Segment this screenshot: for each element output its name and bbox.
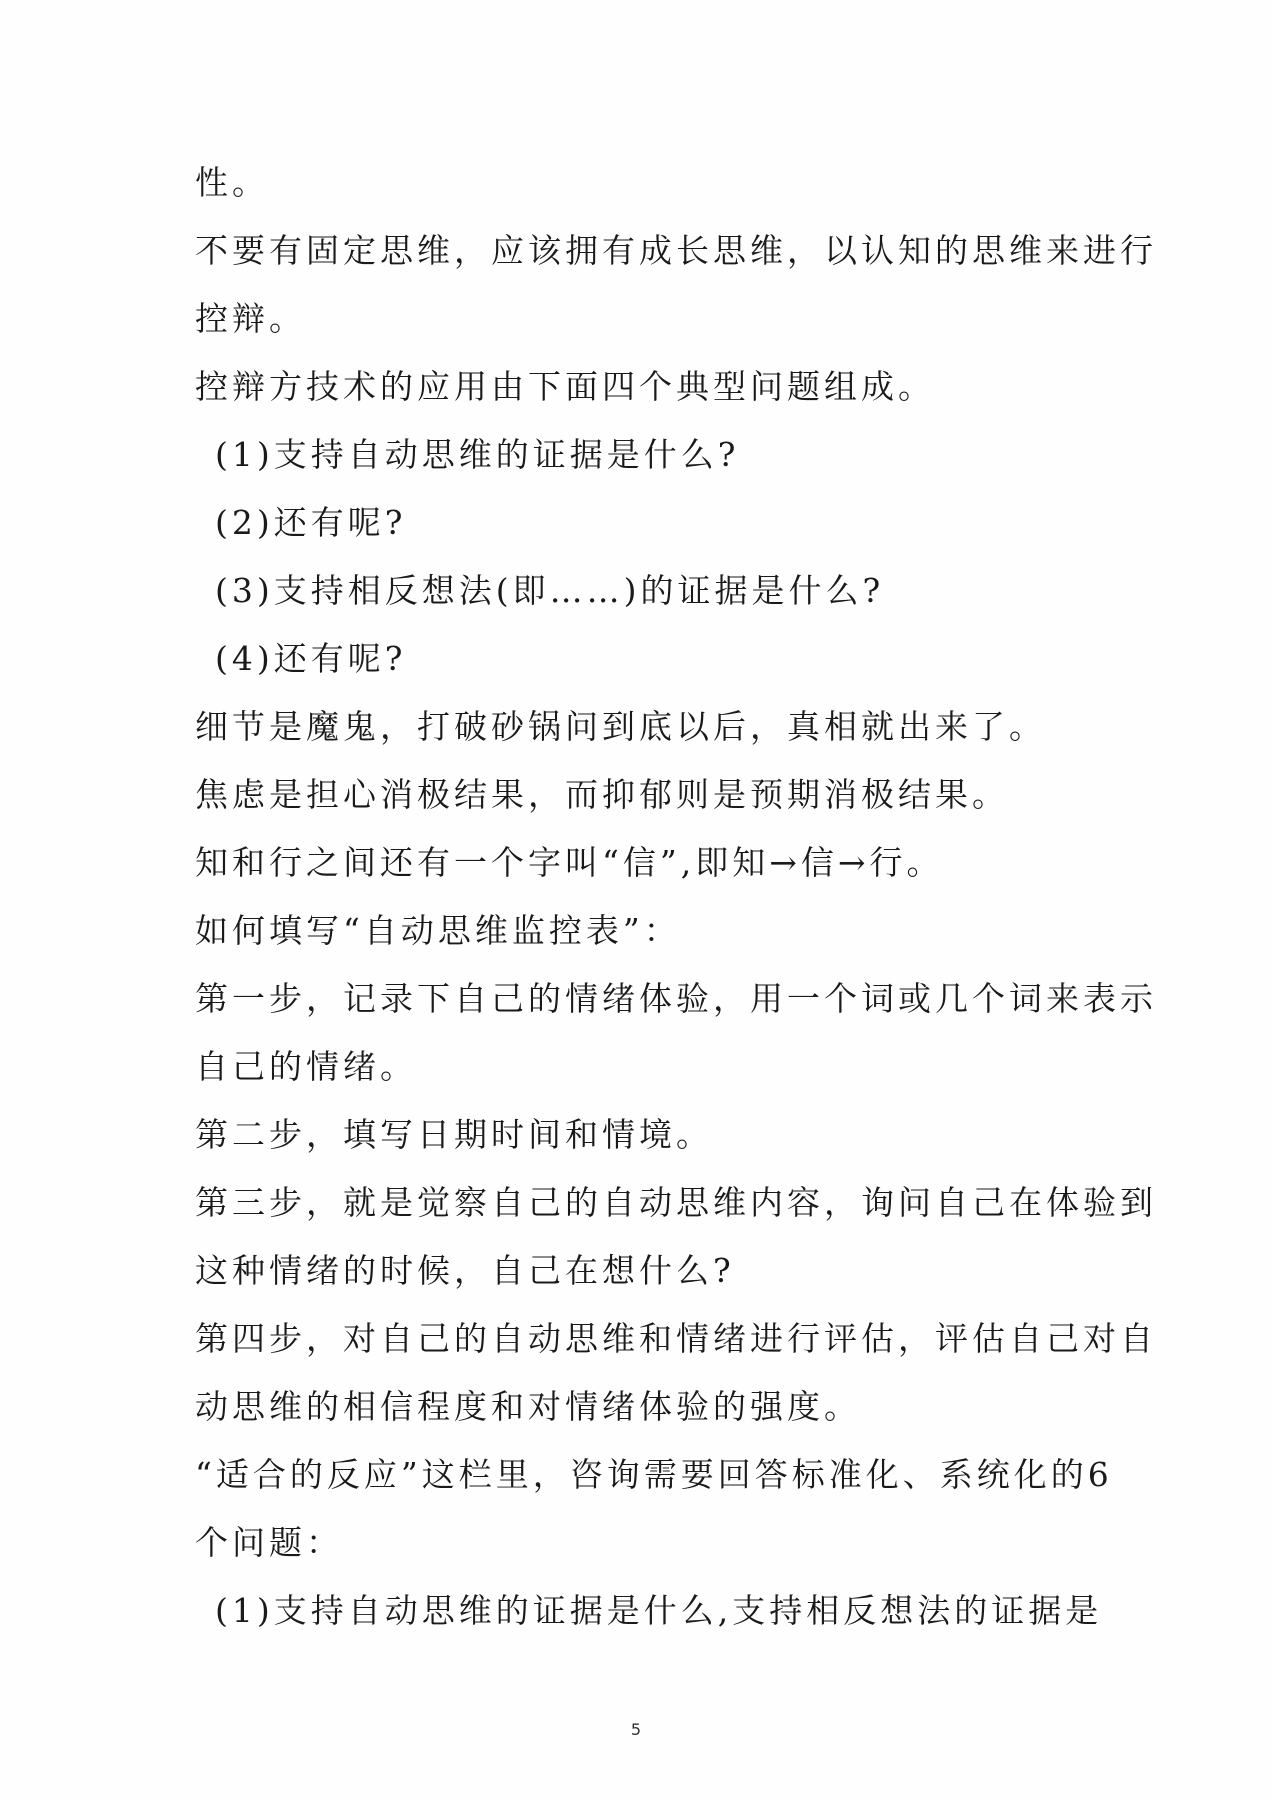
text-line: 细节是魔鬼，打破砂锅问到底以后，真相就出来了。 — [195, 707, 1046, 746]
text-line: 控辩。 — [195, 299, 306, 338]
text-line: 焦虑是担心消极结果，而抑郁则是预期消极结果。 — [195, 775, 1009, 814]
page-number: 5 — [630, 1720, 642, 1739]
text-line: 控辩方技术的应用由下面四个典型问题组成。 — [195, 367, 935, 406]
text-line: 这种情绪的时候，自己在想什么? — [195, 1251, 735, 1290]
text-line: 如何填写“自动思维监控表”： — [195, 911, 681, 950]
text-line: 知和行之间还有一个字叫“信”,即知→信→行。 — [195, 843, 944, 882]
text-line: 动思维的相信程度和对情绪体验的强度。 — [195, 1387, 861, 1426]
text-line: 个问题： — [195, 1523, 343, 1562]
text-line: (3)支持相反想法(即……)的证据是什么? — [215, 571, 885, 610]
text-line: 性。 — [195, 163, 269, 202]
text-line: “适合的反应”这栏里，咨询需要回答标准化、系统化的6 — [195, 1455, 1113, 1494]
text-line: (1)支持自动思维的证据是什么,支持相反想法的证据是 — [215, 1591, 1103, 1630]
text-line: 第二步，填写日期时间和情境。 — [195, 1115, 713, 1154]
text-line: 第一步，记录下自己的情绪体验，用一个词或几个词来表示 — [195, 979, 1157, 1018]
text-line: (2)还有呢? — [215, 503, 407, 542]
text-line: 自己的情绪。 — [195, 1047, 417, 1086]
text-line: (4)还有呢? — [215, 639, 407, 678]
text-line: 第四步，对自己的自动思维和情绪进行评估，评估自己对自 — [195, 1319, 1157, 1358]
text-line: 第三步，就是觉察自己的自动思维内容，询问自己在体验到 — [195, 1183, 1157, 1222]
text-line: 不要有固定思维，应该拥有成长思维，以认知的思维来进行 — [195, 231, 1157, 270]
page-body — [195, 160, 1157, 1656]
text-line: (1)支持自动思维的证据是什么? — [215, 435, 740, 474]
